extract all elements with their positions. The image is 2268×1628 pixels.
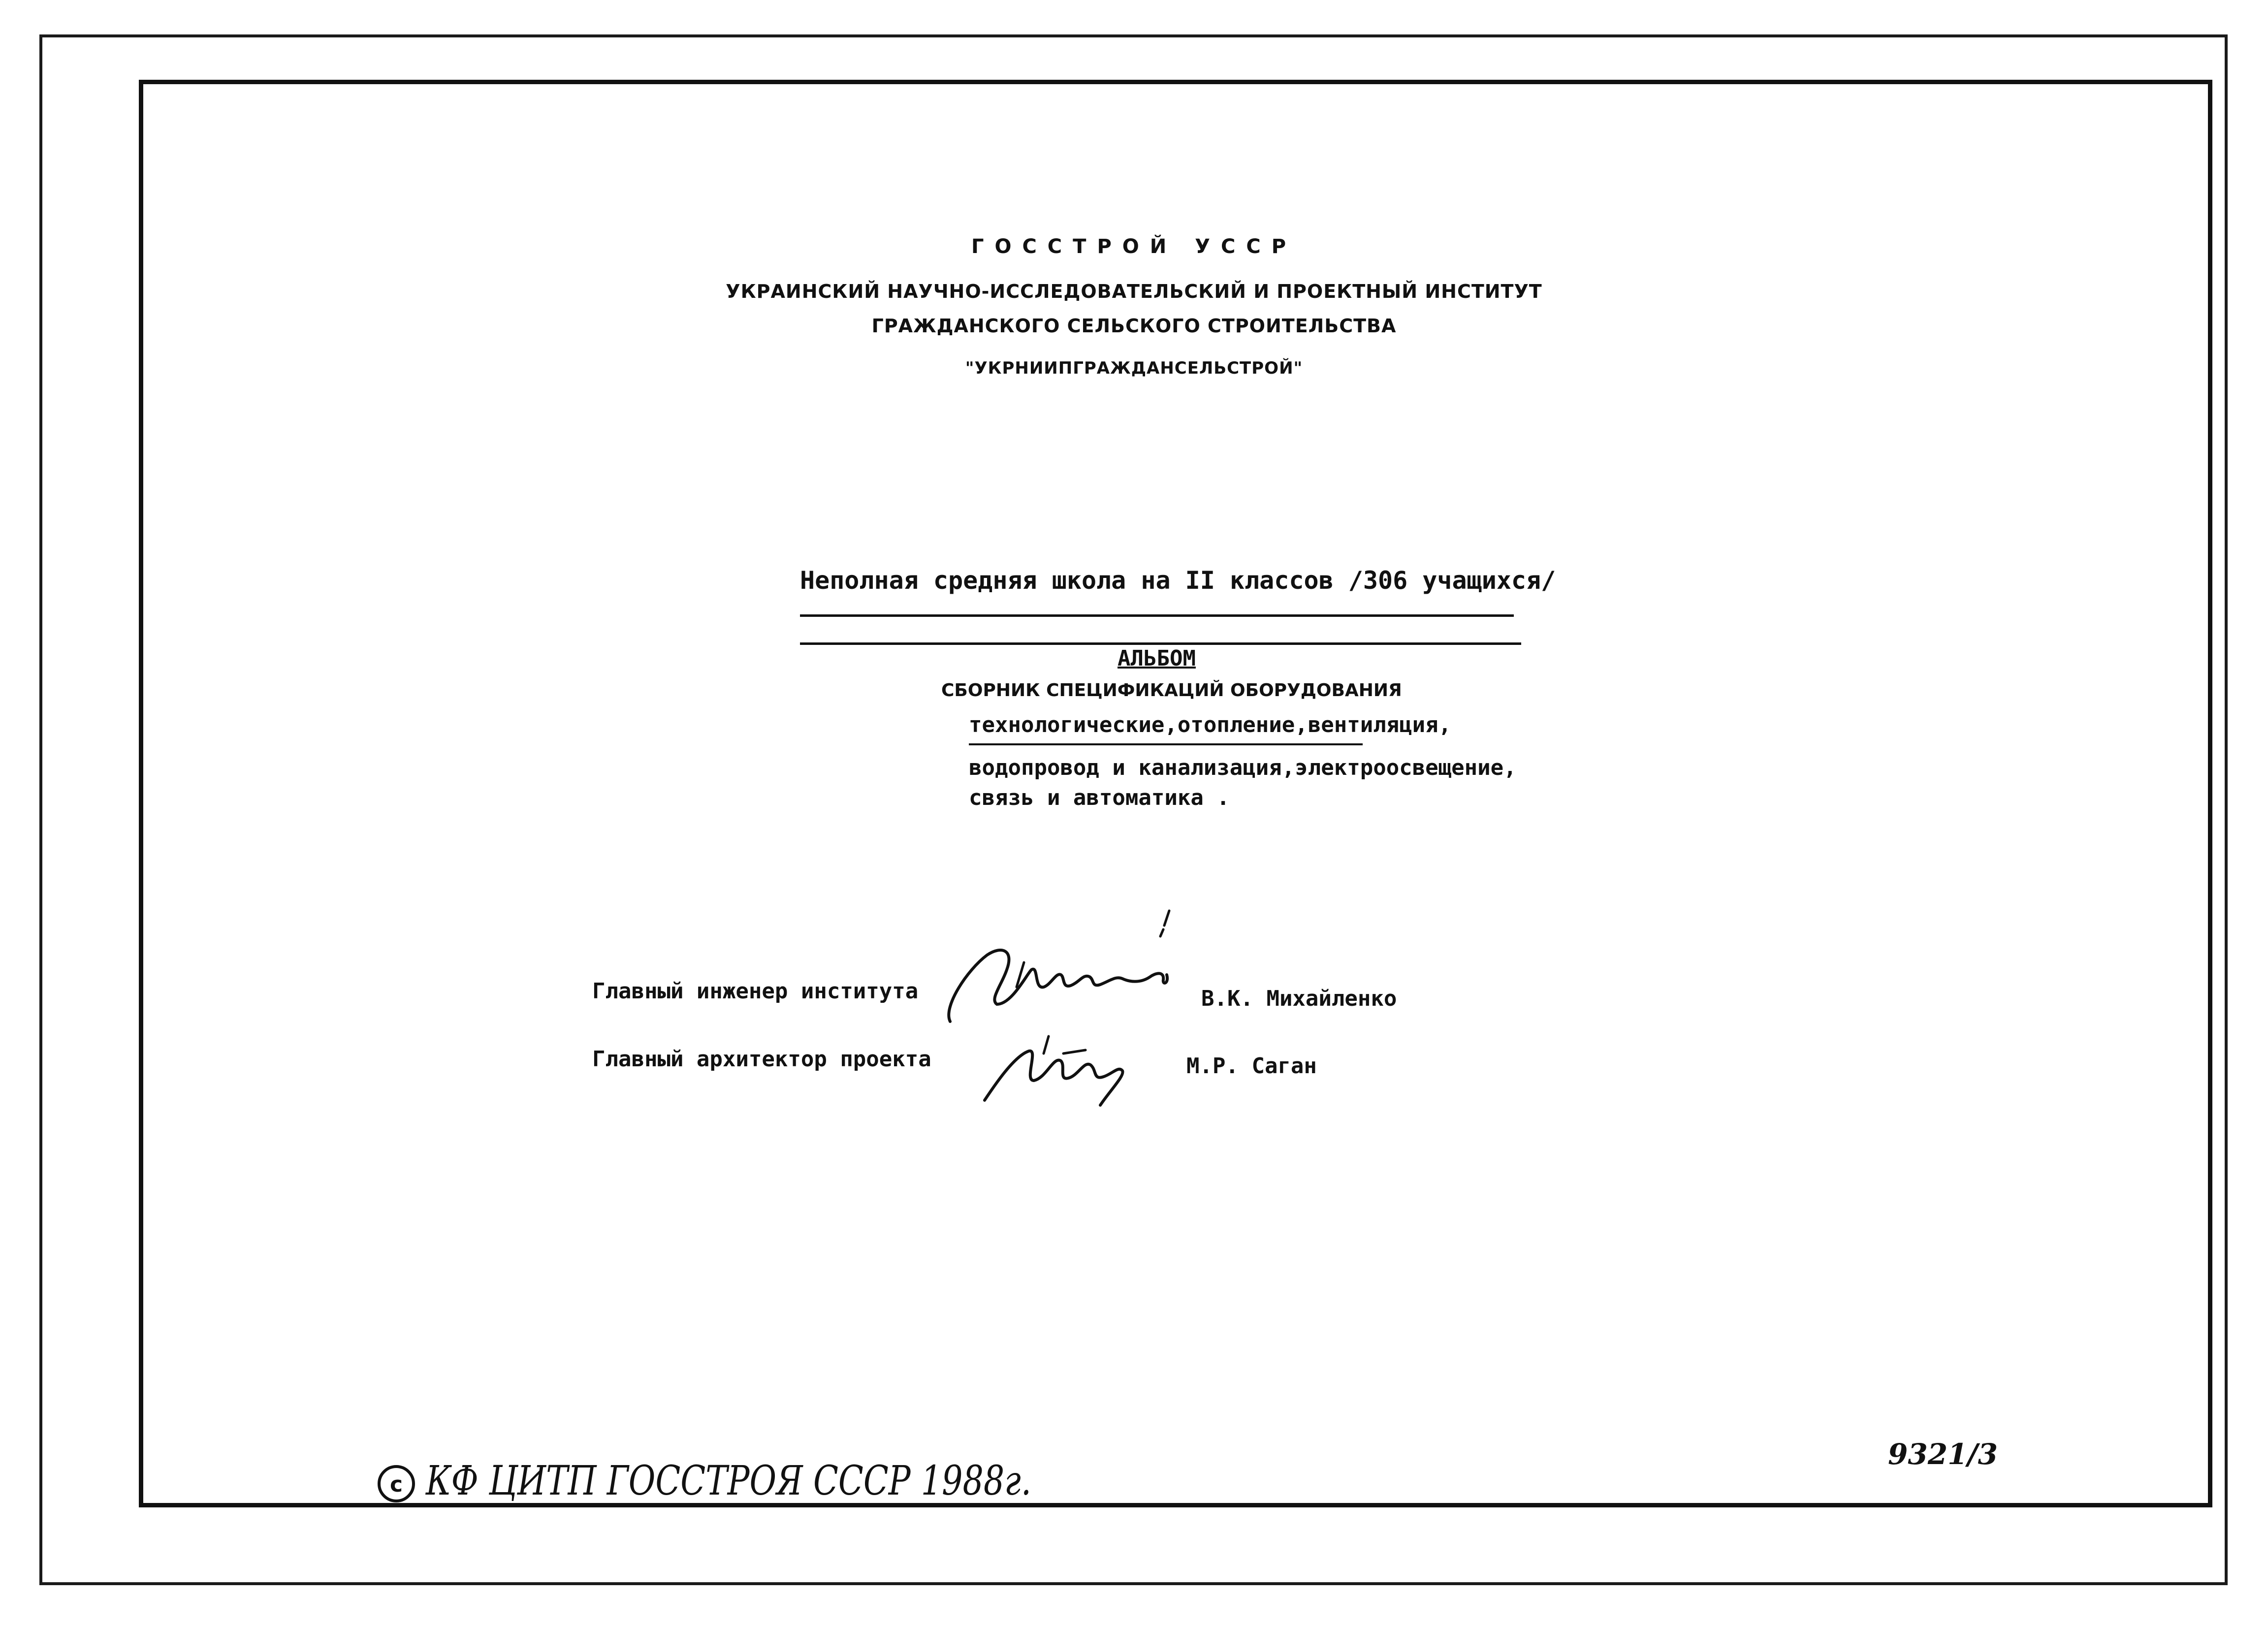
chief-architect-signature: [975, 1026, 1127, 1115]
chief-engineer-signature: [933, 901, 1189, 1034]
contents-line-2: водопровод и канализация,электроосвещение,: [969, 755, 1517, 780]
chief-architect-role: Главный архитектор проекта: [592, 1047, 931, 1072]
chief-engineer-role: Главный инженер института: [592, 979, 919, 1004]
album-label: АЛЬБОМ: [1118, 646, 1196, 671]
svg-text:КФ ЦИТП ГОССТРОЯ СССР 1988г.: КФ ЦИТП ГОССТРОЯ СССР 1988г.: [425, 1458, 1031, 1504]
document-number: 9321/3: [1888, 1437, 1998, 1471]
contents-line-3: связь и автоматика .: [969, 785, 1230, 810]
institute-name-line-2: ГРАЖДАНСКОГО СЕЛЬСКОГО СТРОИТЕЛЬСТВА: [871, 315, 1397, 337]
section-divider: [800, 642, 1521, 645]
agency-name: ГОССТРОЙ УССР: [971, 235, 1297, 258]
contents-line-1: технологические,отопление,вентиляция,: [969, 712, 1452, 737]
contents-underline: [969, 743, 1363, 745]
institute-abbreviation: "УКРНИИПГРАЖДАНСЕЛЬСТРОЙ": [965, 358, 1303, 378]
chief-architect-name: М.Р. Саган: [1186, 1053, 1317, 1079]
project-title: Неполная средняя школа на II классов /306 учащихся/: [800, 566, 1556, 595]
institute-name-line-1: УКРАИНСКИЙ НАУЧНО-ИССЛЕДОВАТЕЛЬСКИЙ И ПРОЕКТНЫЙ ИНСТИТУТ: [726, 281, 1542, 302]
svg-text:c: c: [389, 1472, 403, 1497]
title-underline: [800, 614, 1514, 617]
chief-engineer-name: В.К. Михайленко: [1201, 986, 1397, 1011]
collection-title: СБОРНИК СПЕЦИФИКАЦИЙ ОБОРУДОВАНИЯ: [941, 680, 1402, 701]
copyright-stamp: [374, 1453, 1063, 1512]
